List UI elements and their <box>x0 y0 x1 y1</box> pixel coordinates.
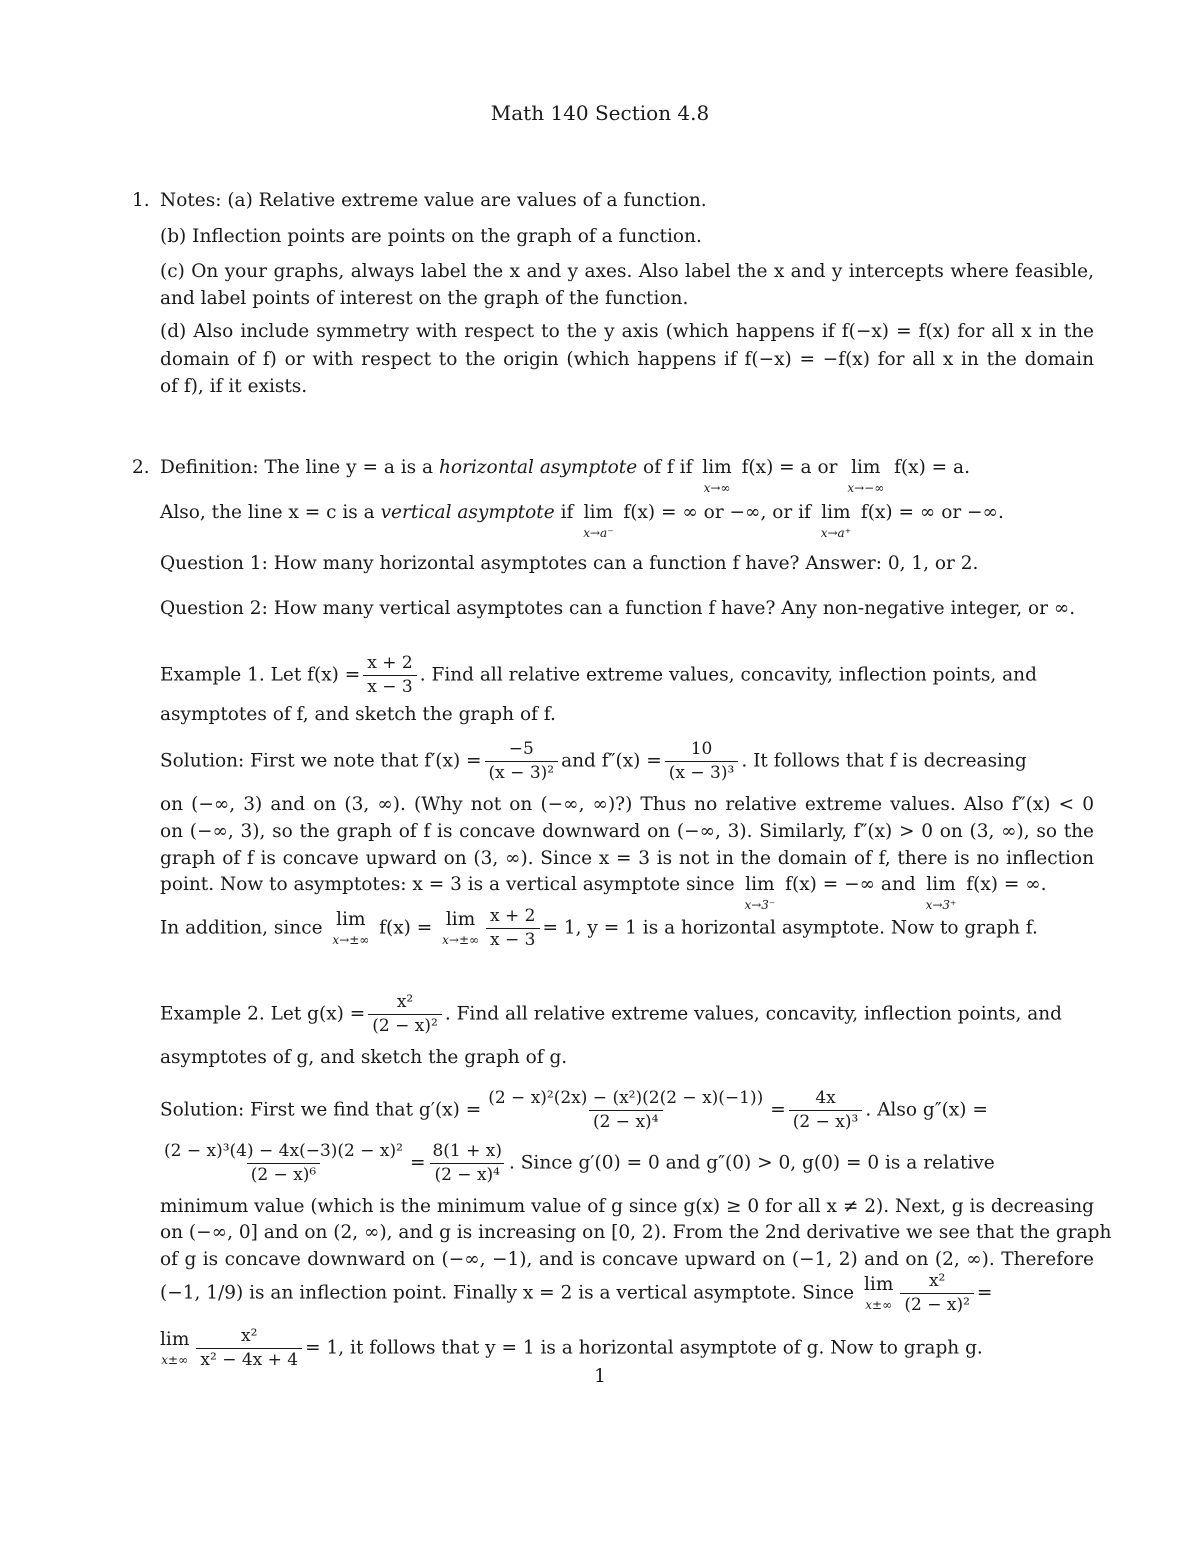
ex2-l6-fraction <box>900 1273 974 1314</box>
def-text-g: f(x) = ∞ or −∞, or if <box>617 502 817 523</box>
ex1-limit-fraction <box>486 908 539 949</box>
fraction-numerator: x² <box>928 1271 946 1291</box>
ex1-l6-mid: f(x) = −∞ and <box>779 874 922 895</box>
lim-word: lim <box>821 502 851 523</box>
lim-subscript: x→−∞ <box>847 480 885 495</box>
fraction-numerator: x + 2 <box>490 906 536 926</box>
fraction-numerator: 8(1 + x) <box>432 1141 502 1161</box>
lim-word: lim <box>926 874 956 895</box>
lim-subscript: x±∞ <box>161 1352 189 1367</box>
ex2-intro-post: . Find all relative extreme values, concavity, inflection points, and <box>444 1003 1063 1025</box>
example2-line7 <box>160 1328 1094 1369</box>
fraction-denominator: (2 − x)⁴ <box>430 1163 504 1184</box>
lim-subscript: x→3⁺ <box>925 897 957 912</box>
def-text-b: of f if <box>637 457 699 478</box>
limit-x-to-inf <box>702 459 731 494</box>
ex1-intro-post: . Find all relative extreme values, concavity, inflection points, and <box>419 664 1037 686</box>
limit-x-to-3-minus <box>744 876 775 911</box>
example1-line4: on (−∞, 3), so the graph of f is concave downward on (−∞, 3). Similarly, f″(x) > 0 on (3, ∞), so the <box>160 821 1094 842</box>
example1-solution-line1 <box>160 741 1094 782</box>
example2-line6 <box>160 1273 1094 1314</box>
ex2-l7-fraction <box>196 1328 302 1369</box>
question-2: Question 2: How many vertical asymptotes can a function f have? Any non-negative integer, or ∞. <box>160 598 1076 619</box>
vertical-asymptote-term: vertical asymptote <box>380 502 555 523</box>
def-text-h: f(x) = ∞ or −∞. <box>855 502 1004 523</box>
limit-x-to-neg-inf <box>847 459 884 494</box>
lim-word: lim <box>851 457 881 478</box>
ex2-sol-pre: Solution: First we find that g′(x) = <box>160 1099 482 1121</box>
fraction-denominator: x − 3 <box>486 928 539 949</box>
limit-x-to-pm-inf <box>332 911 369 946</box>
example2-intro-line2: asymptotes of g, and sketch the graph of g. <box>160 1047 568 1068</box>
def-text-d: f(x) = a. <box>888 457 970 478</box>
limit-x-pm-inf <box>864 1276 893 1311</box>
item-marker-2: 2. <box>132 457 150 478</box>
lim-word: lim <box>702 457 732 478</box>
limit-x-pm-inf-2 <box>160 1331 189 1366</box>
ex2-intro-pre: Example 2. Let g(x) = <box>160 1003 366 1025</box>
lim-word: lim <box>445 909 476 931</box>
fraction-numerator: 10 <box>690 739 713 759</box>
lim-subscript: x→a⁺ <box>820 525 852 540</box>
ex1-sol-post: . It follows that f is decreasing <box>741 750 1027 772</box>
example2-line3: minimum value (which is the minimum value of g since g(x) ≥ 0 for all x ≠ 2). Next, g is decreasing <box>160 1196 1094 1217</box>
example2-intro <box>160 994 1094 1035</box>
example1-intro-line2: asymptotes of f, and sketch the graph of f. <box>160 704 556 725</box>
def-text-f: if <box>554 502 580 523</box>
fraction-denominator: x² − 4x + 4 <box>196 1348 302 1369</box>
lim-word: lim <box>336 909 366 931</box>
note-c-line1: (c) On your graphs, always label the x and y axes. Also label the x and y intercepts where feasible, <box>160 261 1094 282</box>
fraction-numerator: (2 − x)³(4) − 4x(−3)(2 − x)² <box>164 1141 403 1161</box>
ex1-l7-mid: f(x) = <box>373 917 439 939</box>
fraction-denominator: (2 − x)⁶ <box>247 1163 321 1184</box>
example1-line5: graph of f is concave upward on (3, ∞). Since x = 3 is not in the domain of f, there is no inflection <box>160 848 1094 869</box>
example1-intro <box>160 655 1094 696</box>
example2-solution-line1 <box>160 1090 1094 1131</box>
ex2-l6-post: = <box>976 1282 993 1304</box>
ex2-eq: = <box>770 1099 786 1121</box>
example2-line5: of g is concave downward on (−∞, −1), and is concave upward on (−1, 2) and on (2, ∞). Therefore <box>160 1249 1094 1270</box>
ex1-fprime-fraction <box>485 741 559 782</box>
ex1-l6-pre: point. Now to asymptotes: x = 3 is a vertical asymptote since <box>160 874 741 895</box>
note-d-line3: of f), if it exists. <box>160 376 308 397</box>
example1-line7 <box>160 908 1038 949</box>
fraction-denominator: (2 − x)² <box>368 1014 442 1035</box>
ex1-sol-pre: Solution: First we note that f′(x) = <box>160 750 482 772</box>
page-title: Math 140 Section 4.8 <box>490 101 710 125</box>
limit-x-to-a-minus <box>583 504 613 539</box>
page-number: 1 <box>594 1366 606 1387</box>
ex1-intro-pre: Example 1. Let f(x) = <box>160 664 361 686</box>
fraction-denominator: (2 − x)² <box>900 1293 974 1314</box>
note-a: Notes: (a) Relative extreme value are values of a function. <box>160 190 707 211</box>
note-c-line2: and label points of interest on the graph of the function. <box>160 288 689 309</box>
fraction-denominator: (2 − x)³ <box>789 1110 863 1131</box>
fraction-numerator: x² <box>396 992 414 1012</box>
definition-line2 <box>160 504 1004 539</box>
lim-subscript: x→±∞ <box>332 932 370 947</box>
fraction-denominator: (x − 3)² <box>485 761 559 782</box>
fraction-denominator: (x − 3)³ <box>665 761 739 782</box>
lim-word: lim <box>863 1274 894 1296</box>
item-marker-1: 1. <box>132 190 150 211</box>
lim-word: lim <box>745 874 775 895</box>
fraction-numerator: x² <box>241 1326 258 1346</box>
def-text-a: Definition: The line y = a is a <box>160 457 439 478</box>
ex2-gprime-fraction <box>484 1090 767 1131</box>
ex2-l6-pre: (−1, 1/9) is an inflection point. Finally x = 2 is a vertical asymptote. Since <box>160 1282 860 1304</box>
lim-word: lim <box>583 502 614 523</box>
fraction-numerator: 4x <box>815 1088 836 1108</box>
fraction-numerator: x + 2 <box>367 653 413 673</box>
fraction-numerator: (2 − x)²(2x) − (x²)(2(2 − x)(−1)) <box>488 1088 764 1108</box>
lim-subscript: x→∞ <box>703 480 731 495</box>
definition-line1 <box>160 459 970 494</box>
question-1: Question 1: How many horizontal asymptotes can a function f have? Answer: 0, 1, or 2. <box>160 553 979 574</box>
ex2-gprime-simplified <box>789 1090 863 1131</box>
lim-word: lim <box>160 1329 190 1351</box>
horizontal-asymptote-term: horizontal asymptote <box>438 457 638 478</box>
lim-subscript: x→3⁻ <box>744 897 776 912</box>
ex2-sol-post: . Also g″(x) = <box>865 1099 988 1121</box>
ex1-l7-pre: In addition, since <box>160 917 329 939</box>
ex1-f-fraction <box>363 655 416 696</box>
ex2-l7-post: = 1, it follows that y = 1 is a horizontal asymptote of g. Now to graph g. <box>305 1337 983 1359</box>
example2-solution-line2 <box>160 1143 1094 1184</box>
ex2-gdoubleprime-fraction <box>160 1143 407 1184</box>
note-d-line1: (d) Also include symmetry with respect to the y axis (which happens if f(−x) = f(x) for all x in the <box>160 321 1094 342</box>
limit-x-to-3-plus <box>926 876 957 911</box>
lim-subscript: x→±∞ <box>442 932 480 947</box>
fraction-denominator: (2 − x)⁴ <box>589 1110 663 1131</box>
note-b: (b) Inflection points are points on the graph of a function. <box>160 226 702 247</box>
ex2-l2-post: . Since g′(0) = 0 and g″(0) > 0, g(0) = 0 is a relative <box>509 1152 995 1174</box>
note-d-line2: domain of f) or with respect to the origin (which happens if f(−x) = −f(x) for all x in the domain <box>160 349 1094 370</box>
lim-subscript: x±∞ <box>865 1297 893 1312</box>
limit-x-to-a-plus <box>821 504 851 539</box>
fraction-denominator: x − 3 <box>363 675 416 696</box>
lim-subscript: x→a⁻ <box>583 525 614 540</box>
ex2-g-fraction <box>368 994 442 1035</box>
example2-line4: on (−∞, 0] and on (2, ∞), and g is increasing on [0, 2). From the 2nd derivative we see that the graph <box>160 1222 1112 1243</box>
ex1-fdoubleprime-fraction <box>665 741 739 782</box>
ex1-l7-post: = 1, y = 1 is a horizontal asymptote. Now to graph f. <box>542 917 1038 939</box>
ex2-eq2: = <box>409 1152 426 1174</box>
example1-line6 <box>160 876 1047 911</box>
def-text-e: Also, the line x = c is a <box>160 502 381 523</box>
example1-line3: on (−∞, 3) and on (3, ∞). (Why not on (−∞, ∞)?) Thus no relative extreme values. Also f″(x) < 0 <box>160 794 1094 815</box>
limit-x-to-pm-inf-2 <box>442 911 479 946</box>
ex1-sol-and: and f″(x) = <box>561 750 662 772</box>
fraction-numerator: −5 <box>508 739 534 759</box>
ex2-gdoubleprime-simplified <box>428 1143 506 1184</box>
ex1-l6-post: f(x) = ∞. <box>960 874 1047 895</box>
def-text-c: f(x) = a or <box>735 457 844 478</box>
